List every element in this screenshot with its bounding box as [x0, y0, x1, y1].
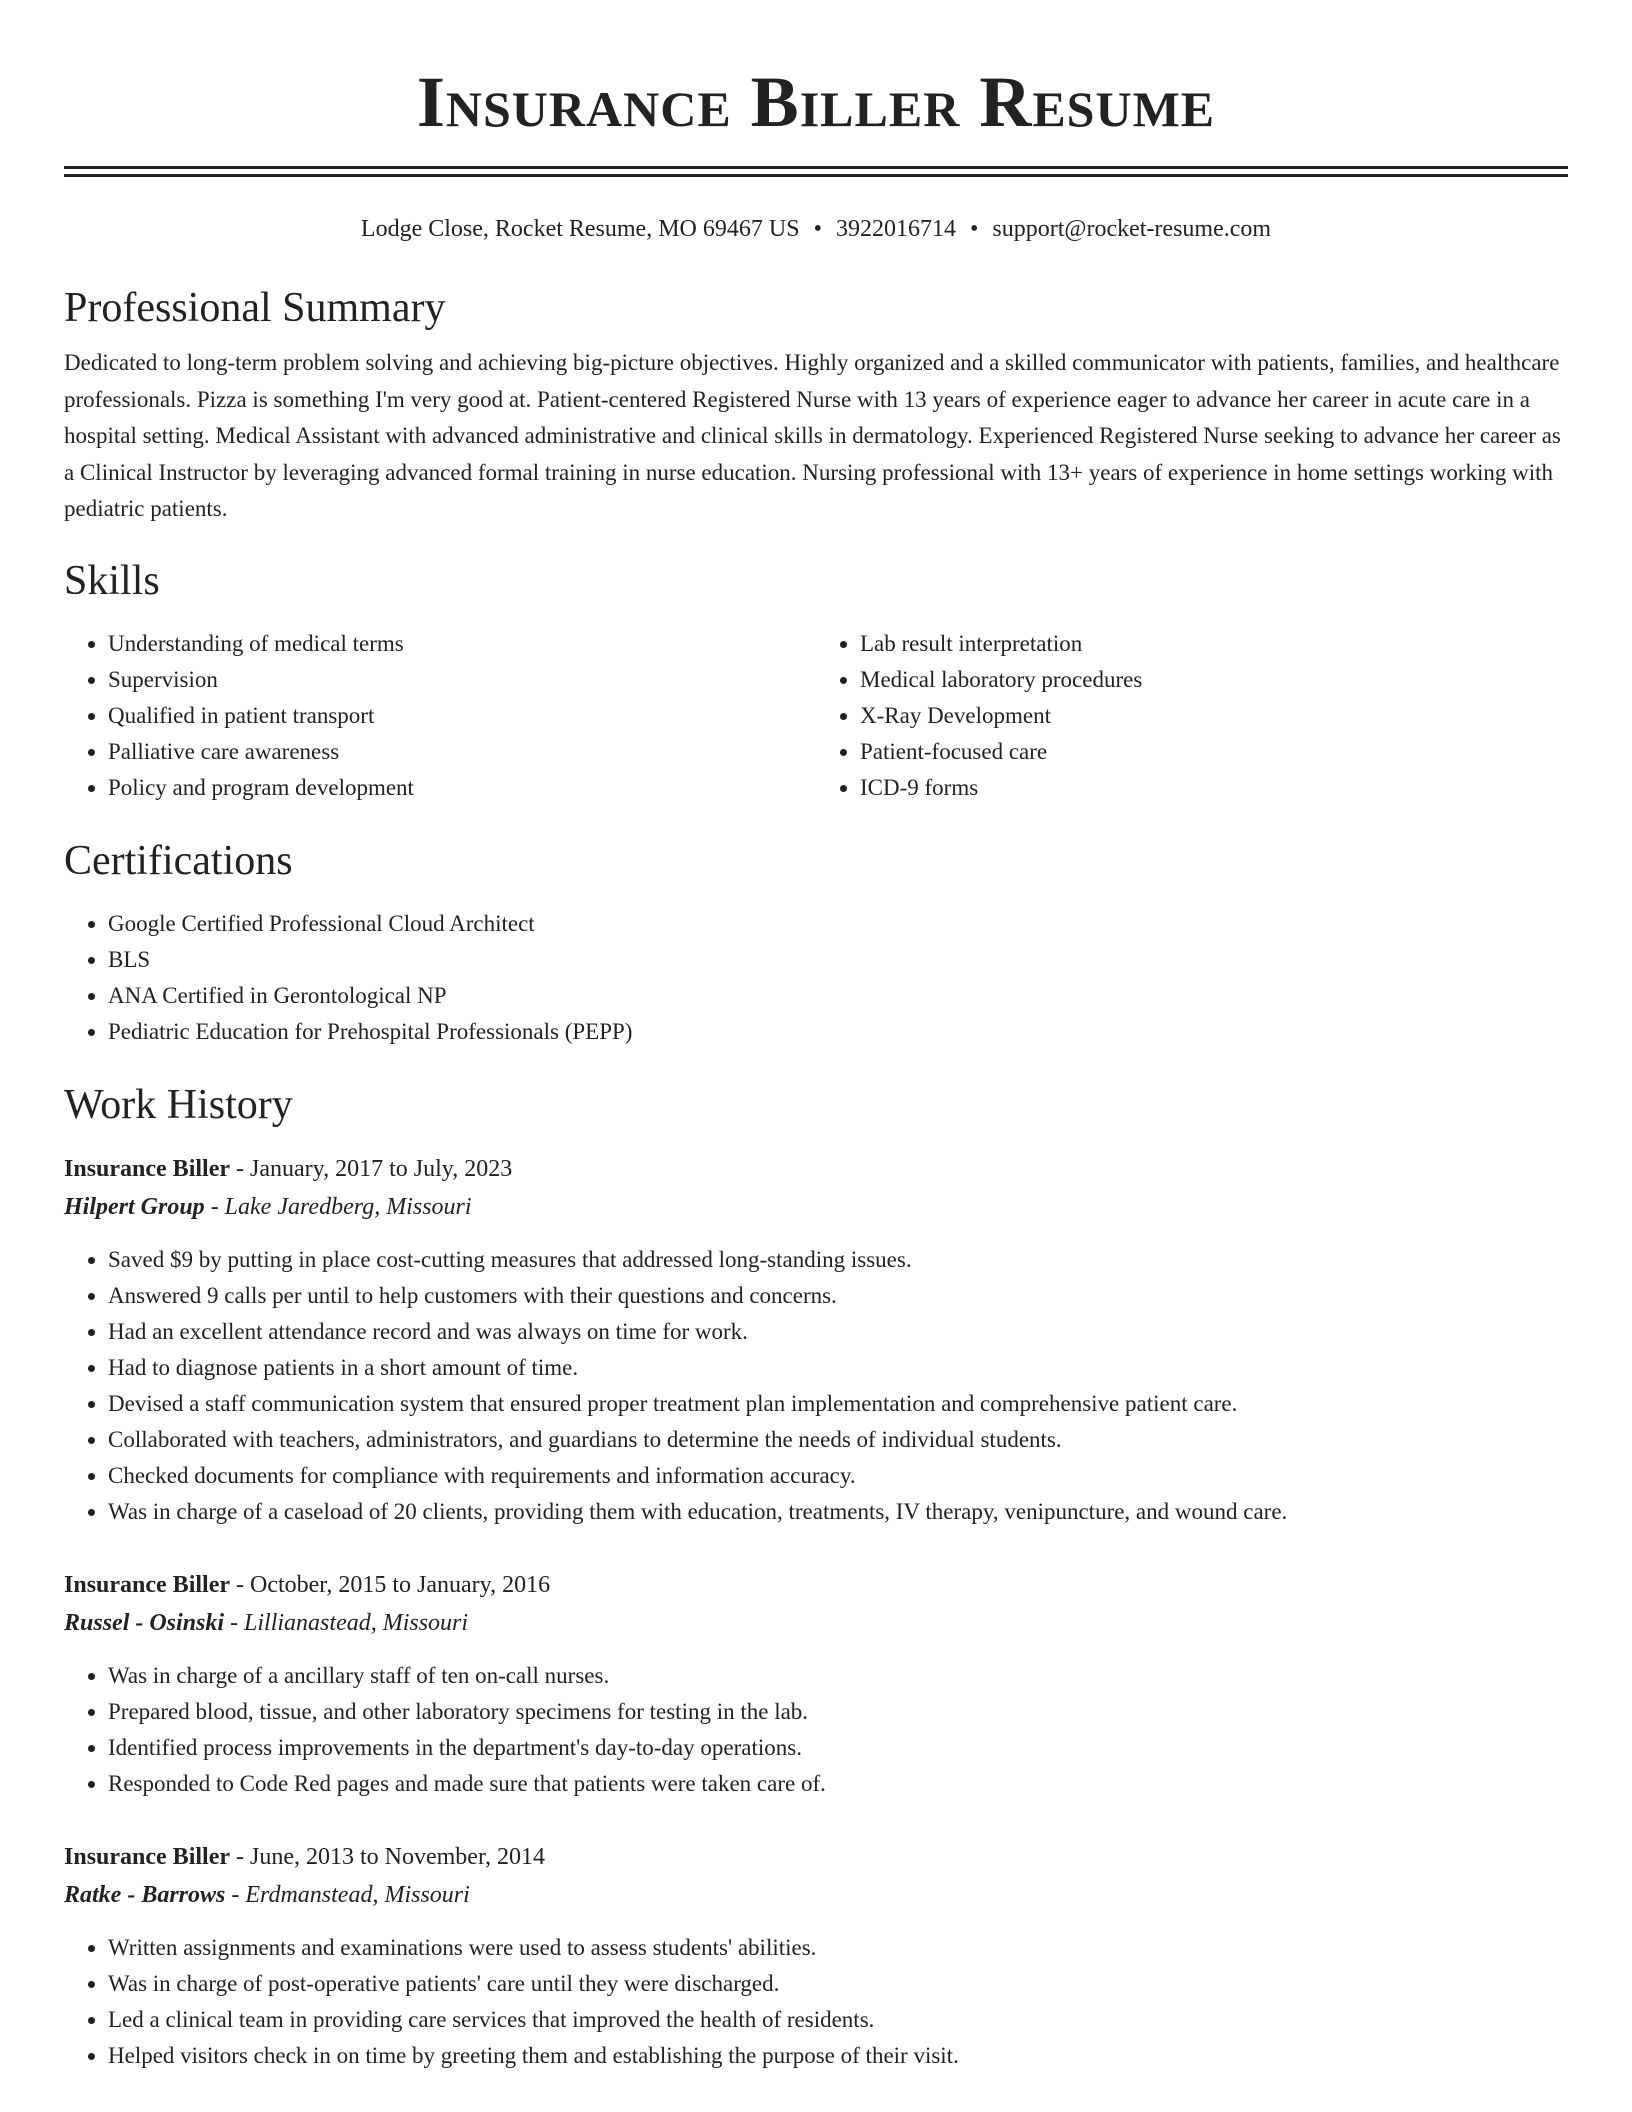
certification-item: • Google Certified Professional Cloud Architect — [108, 906, 1568, 942]
job-entry — [64, 1838, 1568, 2074]
job-dates: - January, 2017 to July, 2023 — [230, 1155, 513, 1182]
work-history-heading: Work History — [64, 1081, 293, 1128]
contact-address: Lodge Close, Rocket Resume, MO 69467 US — [360, 216, 800, 242]
skills-heading: Skills — [64, 557, 160, 604]
job-location: - Lillianastead, Missouri — [224, 1609, 469, 1636]
skill-item: • X-Ray Development — [860, 698, 1568, 734]
skill-item: • Patient-focused care — [860, 734, 1568, 770]
contact-phone: 3922016714 — [835, 216, 956, 242]
job-bullet: • Devised a staff communication system that ensured proper treatment plan implementation and comprehensive patient care. — [108, 1386, 1568, 1422]
job-company-line — [64, 1876, 1568, 1914]
summary-heading: Professional Summary — [64, 285, 446, 331]
job-bullet: • Saved $9 by putting in place cost-cutting measures that addressed long-standing issues. — [108, 1242, 1568, 1278]
skill-item: • Qualified in patient transport — [108, 698, 816, 734]
job-bullet: • Collaborated with teachers, administrators, and guardians to determine the needs of individual students. — [108, 1422, 1568, 1458]
job-company-line — [64, 1188, 1568, 1226]
skill-item: • Lab result interpretation — [860, 626, 1568, 662]
certification-item: • Pediatric Education for Prehospital Professionals (PEPP) — [108, 1014, 1568, 1050]
job-location: - Erdmanstead, Missouri — [225, 1881, 470, 1908]
title-divider-top — [64, 166, 1568, 169]
skill-item: • Medical laboratory procedures — [860, 662, 1568, 698]
job-dates: - October, 2015 to January, 2016 — [230, 1571, 551, 1598]
contact-separator: • — [813, 216, 822, 242]
title-divider-bottom — [64, 174, 1568, 177]
job-bullet: • Had an excellent attendance record and was always on time for work. — [108, 1314, 1568, 1350]
job-dates: - June, 2013 to November, 2014 — [230, 1843, 545, 1870]
job-company: Russel - Osinski — [64, 1609, 225, 1636]
skills-list-left — [64, 626, 816, 806]
contact-line — [64, 213, 1568, 245]
certification-item: • ANA Certified in Gerontological NP — [108, 978, 1568, 1014]
job-bullet: • Answered 9 calls per until to help customers with their questions and concerns. — [108, 1278, 1568, 1314]
job-company: Hilpert Group — [64, 1193, 205, 1220]
job-bullet: • Was in charge of post-operative patients' care until they were discharged. — [108, 1966, 1568, 2002]
job-bullet: • Identified process improvements in the department's day-to-day operations. — [108, 1730, 1568, 1766]
skills-columns — [64, 626, 1568, 806]
contact-email: support@rocket-resume.com — [992, 216, 1272, 242]
job-title: Insurance Biller — [64, 1571, 230, 1598]
job-bullets — [64, 1242, 1568, 1530]
job-bullet: • Led a clinical team in providing care services that improved the health of residents. — [108, 2002, 1568, 2038]
job-bullet: • Prepared blood, tissue, and other laboratory specimens for testing in the lab. — [108, 1694, 1568, 1730]
job-company: Ratke - Barrows — [64, 1881, 226, 1908]
job-bullet: • Was in charge of a caseload of 20 clients, providing them with education, treatments, IV therapy, venipuncture, and wound care. — [108, 1494, 1568, 1530]
certifications-list — [64, 906, 1568, 1050]
job-entry — [64, 1566, 1568, 1802]
job-title-line — [64, 1838, 1568, 1876]
job-bullets — [64, 1658, 1568, 1802]
summary-text: Dedicated to long-term problem solving and achieving big-picture objectives. Highly organized and a skilled communicator with patients, families, and healthcare professionals. Pizza is something I'm very good at. Patient-centered Registered Nurse with 13 years of experience eager to advance her career in acute care in a hospital setting. Medical Assistant with advanced administrative and clinical skills in dermatology. Experienced Registered Nurse seeking to advance her career as a Clinical Instructor by leveraging advanced formal training in nurse education. Nursing professional with 13+ years of experience in home settings working with pediatric patients. — [64, 350, 1561, 521]
skill-item: • Policy and program development — [108, 770, 816, 806]
certifications-heading: Certifications — [64, 837, 293, 884]
job-bullet: • Written assignments and examinations were used to assess students' abilities. — [108, 1930, 1568, 1966]
job-title-line — [64, 1150, 1568, 1188]
job-entry — [64, 1150, 1568, 1530]
skills-list-right — [816, 626, 1568, 806]
resume-title: Insurance Biller Resume — [416, 62, 1216, 142]
job-bullet: • Was in charge of a ancillary staff of ten on-call nurses. — [108, 1658, 1568, 1694]
job-company-line — [64, 1604, 1568, 1642]
skill-item: • Understanding of medical terms — [108, 626, 816, 662]
job-bullet: • Responded to Code Red pages and made sure that patients were taken care of. — [108, 1766, 1568, 1802]
job-bullets — [64, 1930, 1568, 2074]
skill-item: • Palliative care awareness — [108, 734, 816, 770]
job-bullet: • Had to diagnose patients in a short amount of time. — [108, 1350, 1568, 1386]
skill-item: • ICD-9 forms — [860, 770, 1568, 806]
job-title-line — [64, 1566, 1568, 1604]
job-title: Insurance Biller — [64, 1155, 230, 1182]
job-location: - Lake Jaredberg, Missouri — [204, 1193, 472, 1220]
contact-separator: • — [969, 216, 979, 242]
job-bullet: • Helped visitors check in on time by greeting them and establishing the purpose of their visit. — [108, 2038, 1568, 2074]
job-title: Insurance Biller — [64, 1843, 230, 1870]
certification-item: • BLS — [108, 942, 1568, 978]
job-bullet: • Checked documents for compliance with requirements and information accuracy. — [108, 1458, 1568, 1494]
skill-item: • Supervision — [108, 662, 816, 698]
